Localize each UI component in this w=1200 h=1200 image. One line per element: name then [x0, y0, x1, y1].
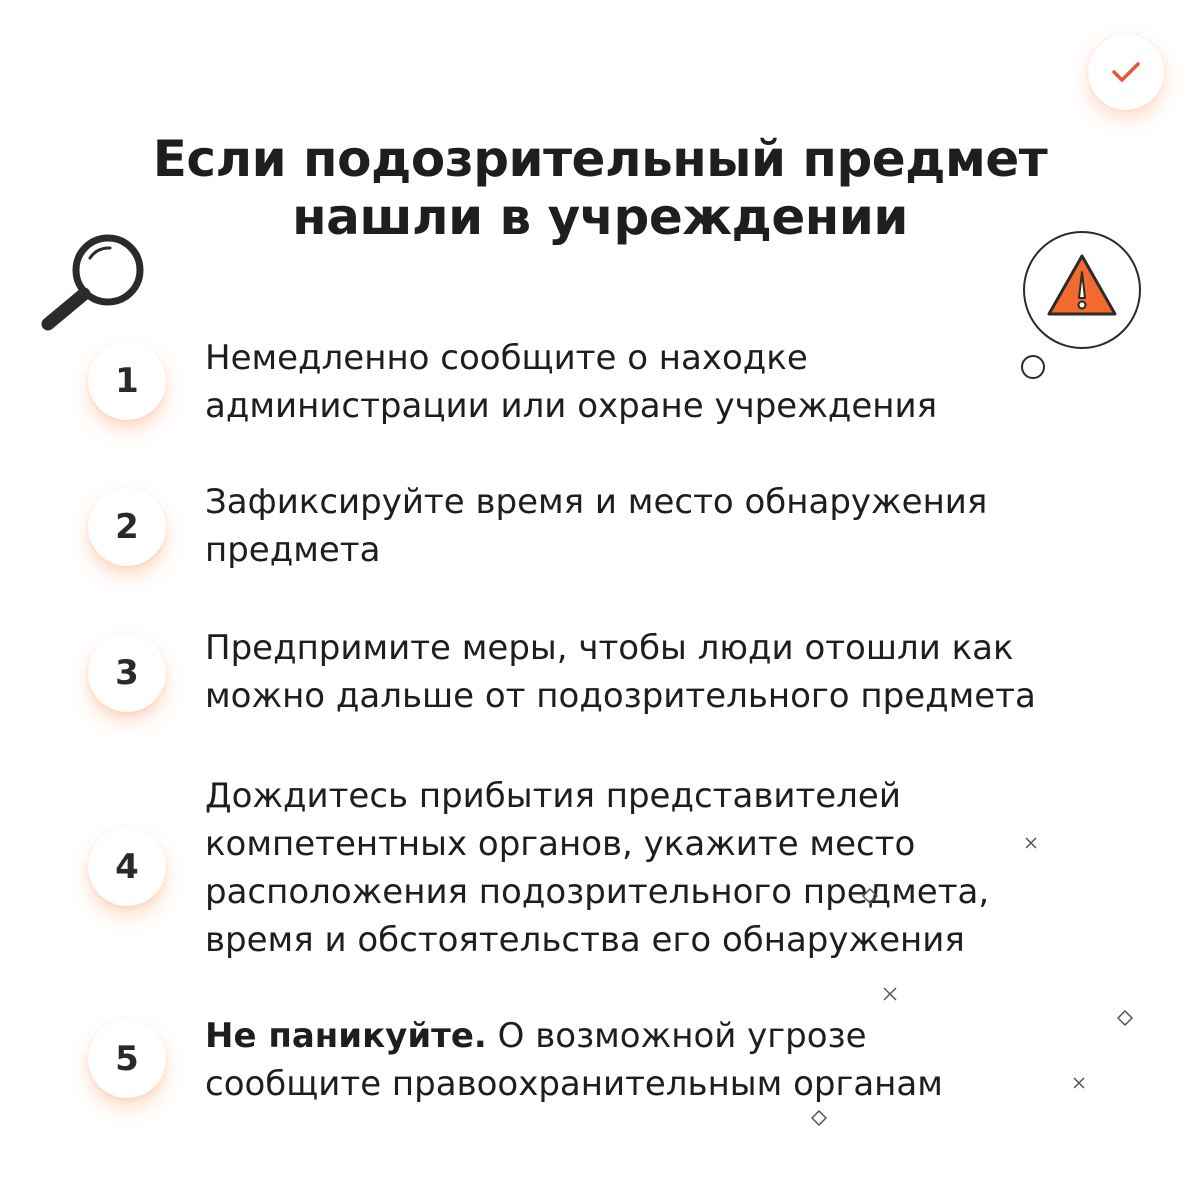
- step-line: компетентных органов, укажите место: [205, 824, 916, 864]
- step-line: Предпримите меры, чтобы люди отошли как: [205, 628, 1014, 668]
- step-number-badge: 4: [88, 828, 166, 906]
- title-line-2: нашли в учреждении: [292, 188, 908, 246]
- step-text: [205, 478, 1185, 574]
- step-line: администрации или охране учреждения: [205, 386, 938, 426]
- step-text: [205, 772, 1185, 964]
- step-line: Немедленно сообщите о находке: [205, 338, 808, 378]
- magnifier-icon: [38, 232, 158, 337]
- title-line-1: Если подозрительный предмет: [152, 130, 1048, 188]
- diamond-decoration: [1117, 1010, 1133, 1026]
- step-number-badge: 5: [88, 1020, 166, 1098]
- step-line: Дождитесь прибытия представителей: [205, 776, 901, 816]
- cross-decoration: [882, 986, 898, 1002]
- step-text: [205, 334, 1185, 430]
- step-text: [205, 624, 1185, 720]
- step-number-badge: 3: [88, 634, 166, 712]
- diamond-decoration: [811, 1110, 827, 1126]
- step-line: расположения подозрительного предмета,: [205, 872, 990, 912]
- step-line: сообщите правоохранительным органам: [205, 1064, 943, 1104]
- step-line: Зафиксируйте время и место обнаружения: [205, 482, 988, 522]
- check-badge: [1088, 34, 1164, 110]
- step-line: можно дальше от подозрительного предмета: [205, 676, 1036, 716]
- check-icon: [1088, 34, 1164, 110]
- step-number-badge: 2: [88, 488, 166, 566]
- step-line-rest: О возможной угрозе: [486, 1016, 867, 1056]
- step-text: [205, 1012, 1185, 1108]
- step-line: предмета: [205, 530, 381, 570]
- step-bold-phrase: Не паникуйте.: [205, 1016, 487, 1056]
- page-title: [0, 130, 1200, 246]
- cross-decoration: [1024, 836, 1038, 850]
- diamond-decoration: [862, 888, 878, 904]
- cross-decoration: [1072, 1076, 1086, 1090]
- step-number-badge: 1: [88, 342, 166, 420]
- step-line: время и обстоятельства его обнаружения: [205, 920, 965, 960]
- step-line: [205, 1012, 1185, 1060]
